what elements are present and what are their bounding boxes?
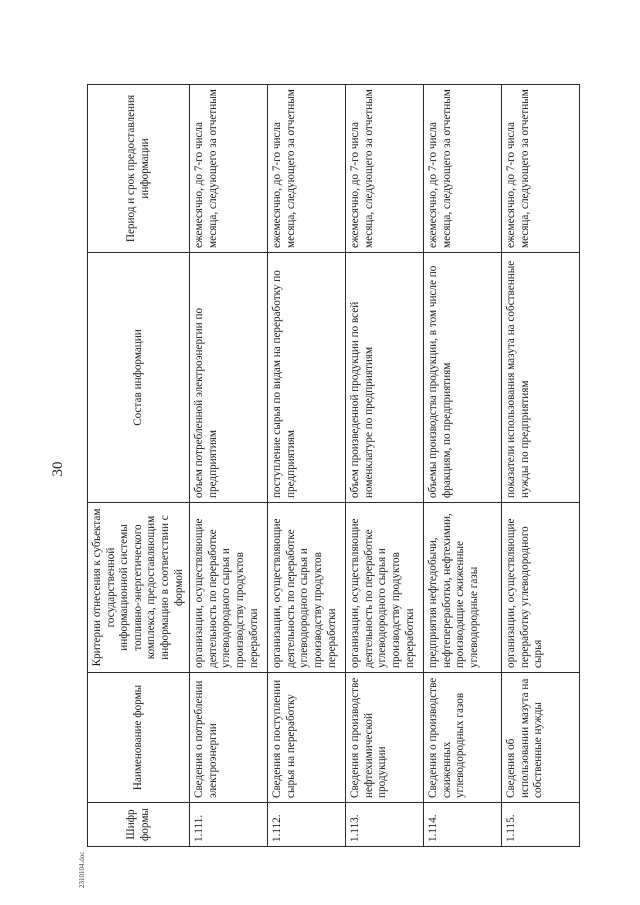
cell-content: объем потребленной электроэнергии по предприятиям [190,253,268,503]
cell-name: Сведения о поступлении сырья на переработку [268,673,346,803]
cell-name: Сведения о потреблении электроэнергии [190,673,268,803]
cell-period: ежемесячно, до 7-го числа месяца, следующего за отчетным [268,85,346,253]
cell-content: поступление сырья по видам на переработку по предприятиям [268,253,346,503]
table-row [346,85,424,847]
cell-criteria: предприятия нефтедобычи, нефтепереработки, нефтехимии, производящие сжиженные углеводородные газы [424,503,502,673]
table-row [268,85,346,847]
cell-code: 1.113. [346,803,424,847]
document-code: 2310104.doc [78,851,86,888]
cell-content: показатели использования мазута на собственные нужды по предприятиям [502,253,580,503]
table-row [424,85,502,847]
page-number: 30 [50,461,66,477]
header-content: Состав информации [88,253,190,503]
cell-code: 1.112. [268,803,346,847]
header-name: Наименование формы [88,673,190,803]
cell-criteria: организации, осуществляющие переработку углеводородного сырья [502,503,580,673]
cell-criteria: организации, осуществляющие деятельность по переработке углеводородного сырья и производству продуктов переработки [190,503,268,673]
table-header-row [88,85,190,847]
cell-period: ежемесячно, до 7-го числа месяца, следующего за отчетным [346,85,424,253]
cell-name: Сведения о производстве сжиженных углеводородных газов [424,673,502,803]
cell-criteria: организации, осуществляющие деятельность по переработке углеводородного сырья и производству продуктов переработки [268,503,346,673]
cell-content: объем произведенной продукции по всей номенклатуре по предприятиям [346,253,424,503]
forms-table-rotated [87,85,560,847]
cell-period: ежемесячно, до 7-го числа месяца, следующего за отчетным [424,85,502,253]
cell-name: Сведения о производстве нефтехимической продукции [346,673,424,803]
cell-code: 1.114. [424,803,502,847]
table-row [190,85,268,847]
header-code: Шифр формы [88,803,190,847]
header-criteria: Критерии отнесения к субъектам государственной информационной системы топливно-энергетического комплекса, предоставляющим информацию в соответствии с формой [88,503,190,673]
cell-code: 1.115. [502,803,580,847]
cell-period: ежемесячно, до 7-го числа месяца, следующего за отчетным [190,85,268,253]
header-period: Период и срок предоставления информации [88,85,190,253]
cell-period: ежемесячно, до 7-го числа месяца, следующего за отчетным [502,85,580,253]
table-row [502,85,580,847]
cell-code: 1.111. [190,803,268,847]
forms-table [87,84,580,847]
cell-name: Сведения об использовании мазута на собственные нужды [502,673,580,803]
cell-criteria: организации, осуществляющие деятельность по переработке углеводородного сырья и производству продуктов переработки [346,503,424,673]
cell-content: объемы производства продукции, в том числе по фракциям, по предприятиям [424,253,502,503]
